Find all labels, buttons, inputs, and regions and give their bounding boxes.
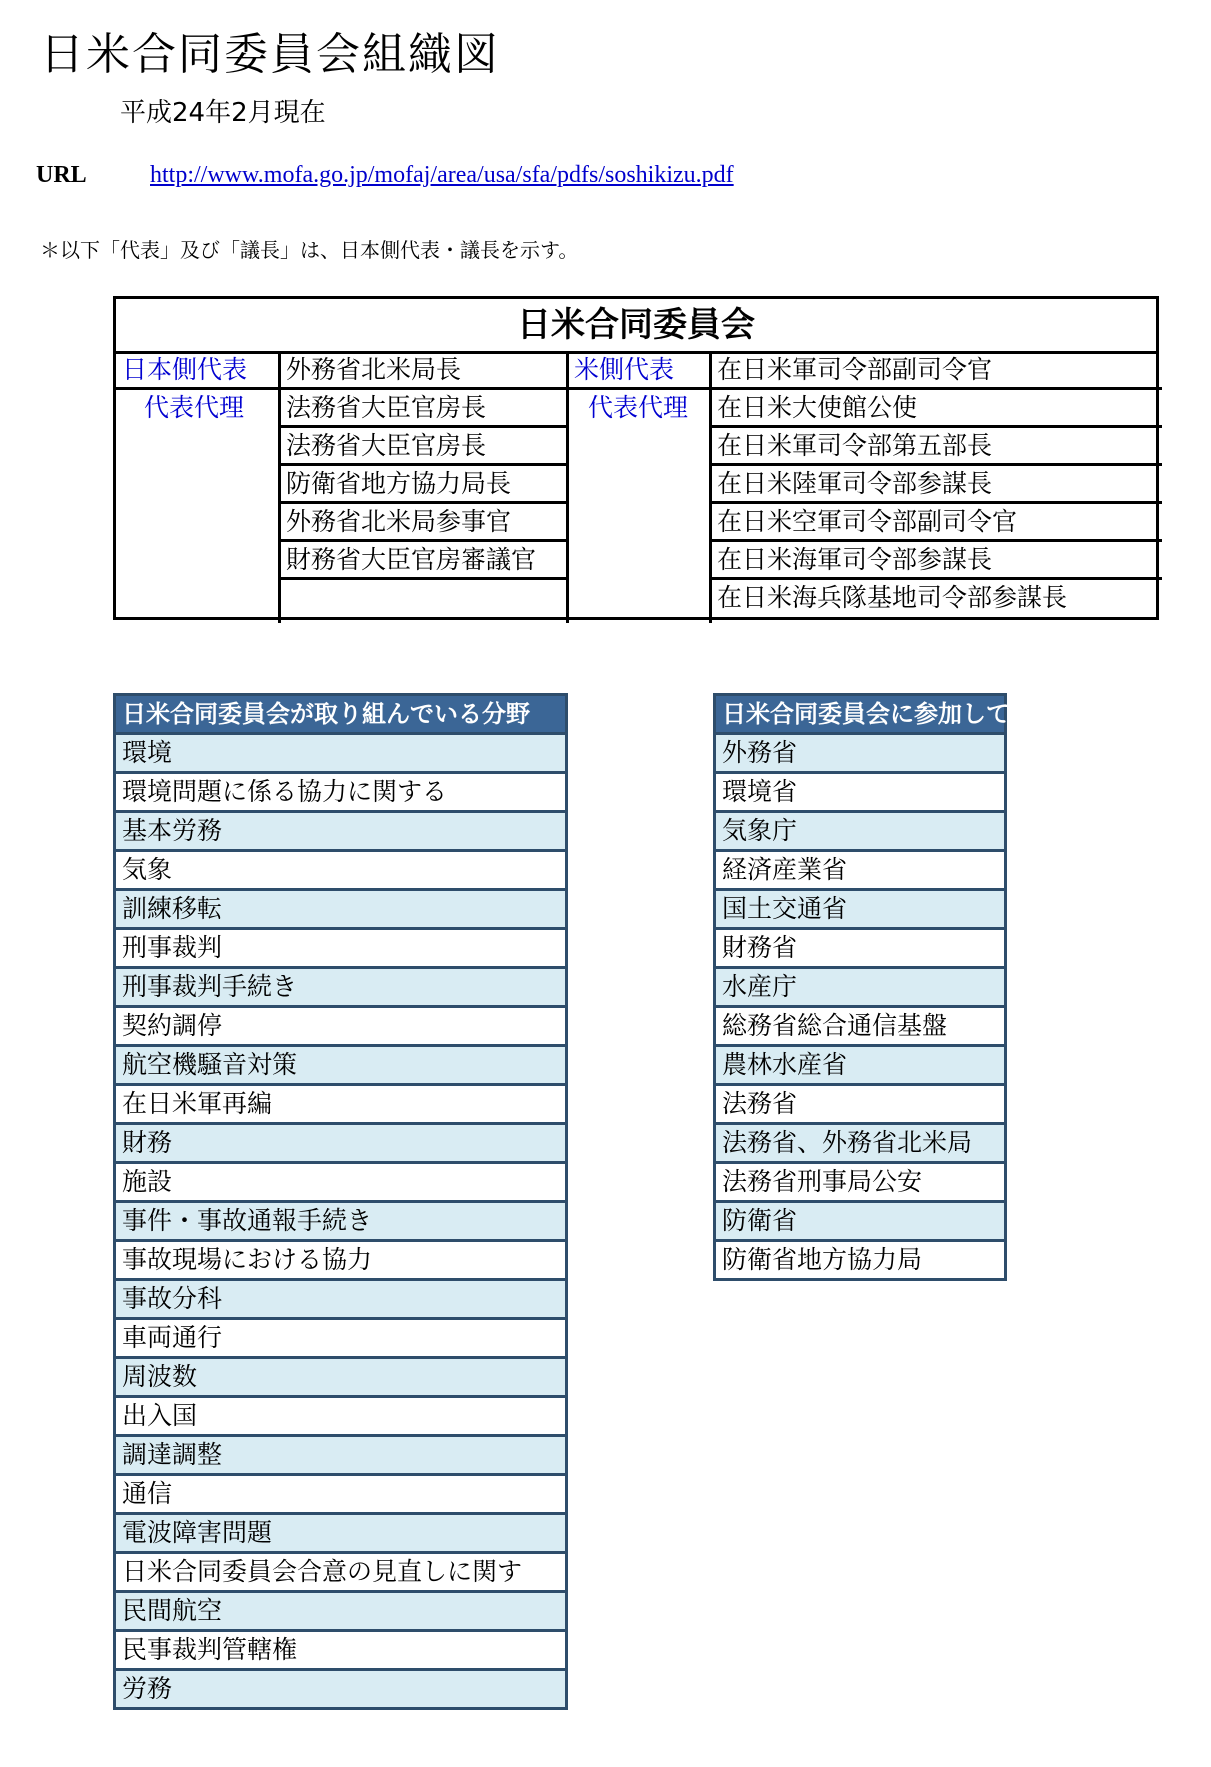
field-item: 民間航空 (116, 1593, 565, 1632)
jp-deputy: 法務省大臣官房長 (286, 393, 487, 422)
jp-deputy: 外務省北米局参事官 (286, 507, 512, 536)
jp-deputy: 財務省大臣官房審議官 (286, 545, 537, 574)
ministry-item: 水産庁 (716, 969, 1004, 1008)
us-rep-label: 米側代表 (574, 355, 675, 384)
ministry-item: 法務省刑事局公安 (716, 1164, 1004, 1203)
us-deputy: 在日米海軍司令部参謀長 (717, 545, 993, 574)
field-item: 刑事裁判 (116, 930, 565, 969)
jp-deputy: 防衛省地方協力局長 (286, 469, 512, 498)
field-item: 航空機騒音対策 (116, 1047, 565, 1086)
field-item: 環境問題に係る協力に関する (116, 774, 565, 813)
field-item: 出入国 (116, 1398, 565, 1437)
field-item: 電波障害問題 (116, 1515, 565, 1554)
as-of-date: 平成24年2月現在 (120, 98, 326, 128)
ministry-item: 環境省 (716, 774, 1004, 813)
field-item: 日米合同委員会合意の見直しに関す (116, 1554, 565, 1593)
ministry-item: 財務省 (716, 930, 1004, 969)
us-deputy: 在日米陸軍司令部参謀長 (717, 469, 993, 498)
ministries-list-header: 日米合同委員会に参加している省庁 (716, 696, 1004, 735)
field-item: 通信 (116, 1476, 565, 1515)
field-item: 調達調整 (116, 1437, 565, 1476)
field-item: 事故分科 (116, 1281, 565, 1320)
note-text: ＊以下「代表」及び「議長」は、日本側代表・議長を示す。 (40, 238, 579, 262)
field-item: 気象 (116, 852, 565, 891)
field-item: 基本労務 (116, 813, 565, 852)
us-deputy: 在日米海兵隊基地司令部参謀長 (717, 583, 1068, 612)
field-item: 財務 (116, 1125, 565, 1164)
ministry-item: 防衛省地方協力局 (722, 1245, 923, 1274)
ministry-item: 総務省総合通信基盤 (716, 1008, 1004, 1047)
ministry-item: 法務省 (716, 1086, 1004, 1125)
jp-deputy-label: 代表代理 (144, 393, 245, 422)
field-item: 契約調停 (116, 1008, 565, 1047)
field-item: 車両通行 (116, 1320, 565, 1359)
us-deputy: 在日米大使館公使 (717, 393, 918, 422)
us-deputy-label: 代表代理 (588, 393, 689, 422)
field-item: 刑事裁判手続き (116, 969, 565, 1008)
ministry-item: 国土交通省 (716, 891, 1004, 930)
ministry-item: 気象庁 (716, 813, 1004, 852)
ministry-item: 外務省 (716, 735, 1004, 774)
field-item: 環境 (116, 735, 565, 774)
field-item: 事故現場における協力 (116, 1242, 565, 1281)
field-item: 事件・事故通報手続き (116, 1203, 565, 1242)
jp-deputy: 法務省大臣官房長 (286, 431, 487, 460)
committee-title: 日米合同委員会 (116, 299, 1156, 354)
ministry-item: 防衛省 (716, 1203, 1004, 1242)
page-title: 日米合同委員会組織図 (40, 29, 500, 80)
us-deputy: 在日米軍司令部第五部長 (717, 431, 993, 460)
ministries-list (713, 693, 1106, 1281)
field-item: 施設 (116, 1164, 565, 1203)
jp-rep-label: 日本側代表 (122, 355, 248, 384)
source-url-link[interactable]: http://www.mofa.go.jp/mofaj/area/usa/sfa/pdfs/soshikizu.pdf (150, 162, 734, 188)
ministry-item: 農林水産省 (716, 1047, 1004, 1086)
ministry-item: 経済産業省 (716, 852, 1004, 891)
field-item: 訓練移転 (116, 891, 565, 930)
committee-table (113, 296, 1159, 620)
field-item: 周波数 (116, 1359, 565, 1398)
field-item: 労務 (116, 1671, 565, 1707)
url-label: URL (36, 162, 87, 188)
field-item: 在日米軍再編 (116, 1086, 565, 1125)
fields-list (113, 693, 568, 1710)
fields-list-header: 日米合同委員会が取り組んでいる分野 (116, 696, 565, 735)
field-item: 民事裁判管轄権 (116, 1632, 565, 1671)
us-deputy: 在日米空軍司令部副司令官 (717, 507, 1018, 536)
ministry-item: 法務省、外務省北米局 (716, 1125, 1004, 1164)
jp-rep: 外務省北米局長 (286, 355, 462, 384)
us-rep: 在日米軍司令部副司令官 (717, 355, 993, 384)
